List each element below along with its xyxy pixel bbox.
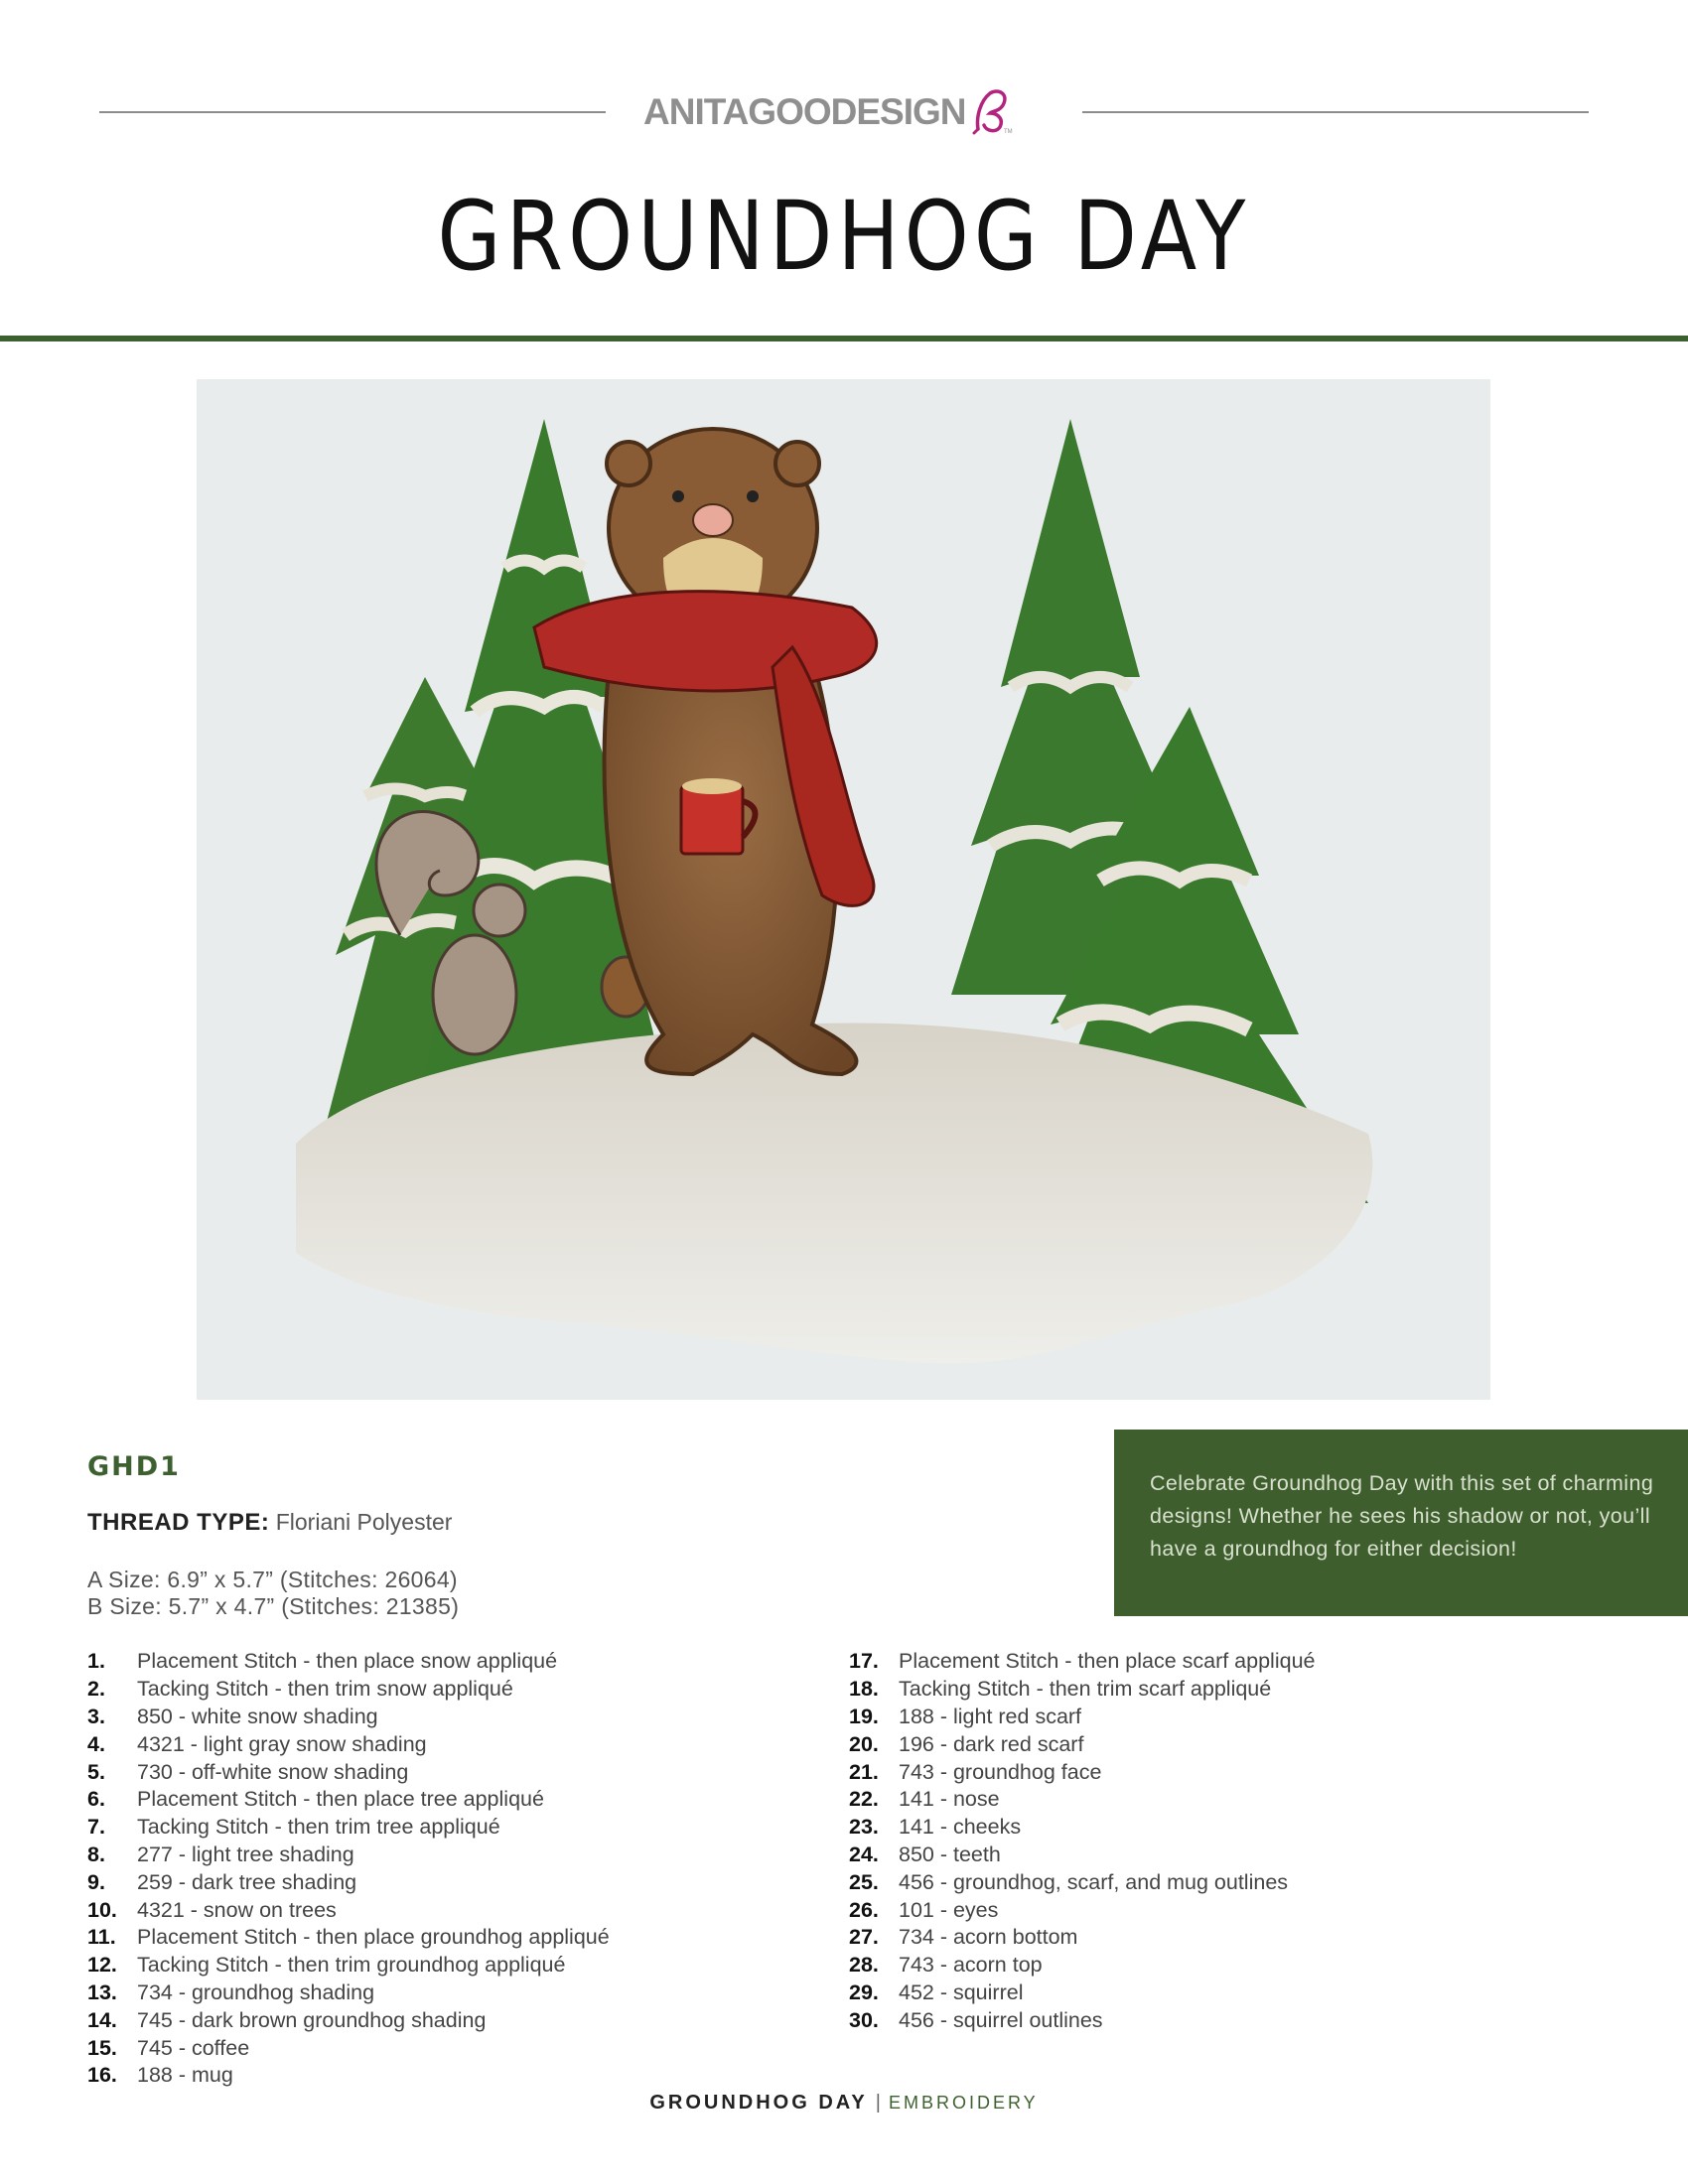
step-item: 15. 745 - coffee [87,2035,250,2060]
step-item: 8. 277 - light tree shading [87,1842,354,1866]
step-item: 24. 850 - teeth [849,1842,1001,1866]
step-item: 11. Placement Stitch - then place groundhog appliqué [87,1925,610,1950]
step-item: 9. 259 - dark tree shading [87,1869,357,1894]
step-item: 2. Tacking Stitch - then trim snow appliqué [87,1677,513,1702]
thread-type [87,1509,452,1537]
brand-name: ANITAGOODESIGN [643,91,966,132]
title-divider [0,336,1688,341]
step-item: 27. 734 - acorn bottom [849,1925,1078,1950]
step-item: 5. 730 - off-white snow shading [87,1759,409,1784]
footer [0,2092,1688,2115]
step-item: 14. 745 - dark brown groundhog shading [87,2007,487,2032]
step-item: 4. 4321 - light gray snow shading [87,1731,427,1756]
thread-type-value: Floriani Polyester [275,1509,453,1535]
step-item: 12. Tacking Stitch - then trim groundhog appliqué [87,1953,566,1978]
page-title: GROUNDHOG DAY [437,181,1251,292]
design-code: GHD1 [87,1451,181,1482]
stitch-steps-col2 [849,1648,1315,2034]
butterfly-logo-icon [970,89,1014,135]
stitch-steps-col1 [87,1648,610,2090]
svg-text:TM: TM [1003,129,1013,135]
footer-category: EMBROIDERY [888,2093,1039,2113]
step-item: 18. Tacking Stitch - then trim scarf appliqué [849,1677,1272,1702]
step-item: 19. 188 - light red scarf [849,1704,1082,1728]
design-photo [197,379,1490,1400]
size-b: B Size: 5.7” x 4.7” (Stitches: 21385) [87,1593,460,1619]
step-item: 17. Placement Stitch - then place scarf appliqué [849,1649,1316,1674]
step-item: 26. 101 - eyes [849,1897,999,1922]
step-item: 21. 743 - groundhog face [849,1759,1102,1784]
step-item: 29. 452 - squirrel [849,1979,1024,2004]
brand-logo [643,87,1060,137]
header-rule-left [99,111,606,113]
size-a: A Size: 6.9” x 5.7” (Stitches: 26064) [87,1567,458,1592]
step-item: 30. 456 - squirrel outlines [849,2007,1103,2032]
step-item: 16. 188 - mug [87,2063,233,2088]
step-item: 7. Tacking Stitch - then trim tree appliqué [87,1815,500,1840]
step-item: 13. 734 - groundhog shading [87,1979,375,2004]
header-rule-right [1082,111,1589,113]
description-box: Celebrate Groundhog Day with this set of charming designs! Whether he sees his shadow or not, you’ll have a groundhog for either decision! [1114,1430,1688,1616]
step-item: 23. 141 - cheeks [849,1815,1022,1840]
step-item: 10. 4321 - snow on trees [87,1897,337,1922]
step-item: 25. 456 - groundhog, scarf, and mug outlines [849,1869,1289,1894]
step-item: 20. 196 - dark red scarf [849,1731,1084,1756]
footer-separator: | [875,2092,881,2114]
step-item: 3. 850 - white snow shading [87,1704,378,1728]
step-item: 1. Placement Stitch - then place snow appliqué [87,1649,558,1674]
footer-title: GROUNDHOG DAY [649,2092,868,2114]
thread-type-label: THREAD TYPE: [87,1509,270,1536]
step-item: 28. 743 - acorn top [849,1953,1043,1978]
step-item: 6. Placement Stitch - then place tree appliqué [87,1787,544,1812]
step-item: 22. 141 - nose [849,1787,1000,1812]
